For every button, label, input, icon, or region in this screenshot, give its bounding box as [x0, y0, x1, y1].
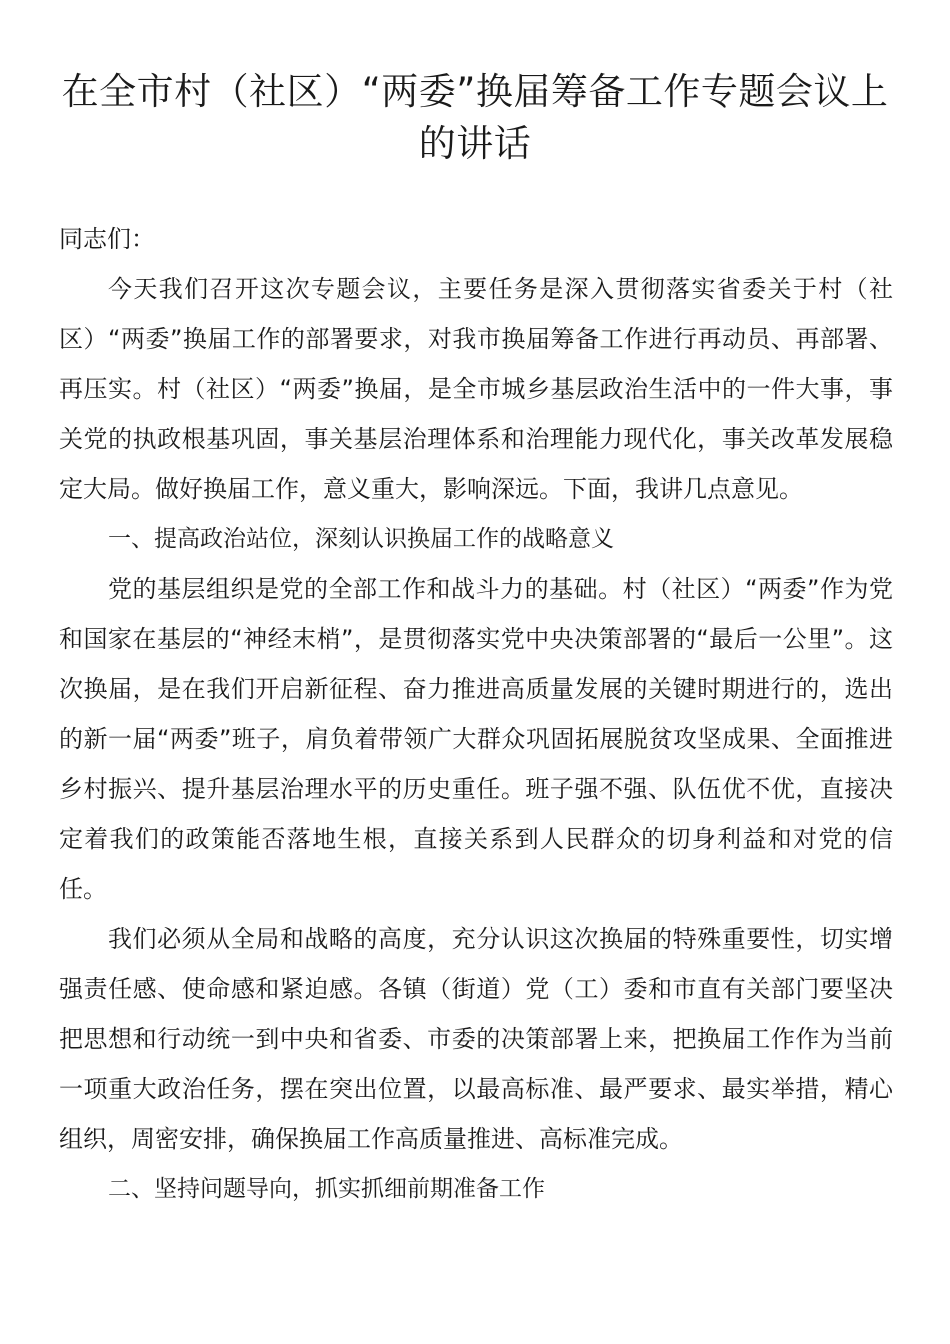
salutation: 同志们： — [59, 225, 155, 253]
paragraph-section-1-a: 党的基层组织是党的全部工作和战斗力的基础。村（社区）“两委”作为党和国家在基层的“神经末梢”，是贯彻落实党中央决策部署的“最后一公里”。这次换届，是在我们开启新征程、奋力推进高质量发展的关键时期进行的，选出的新一届“两委”班子，肩负着带领广大群众巩固拓展脱贫攻坚成果、全面推进乡村振兴、提升基层治理水平的历史重任。班子强不强、队伍优不优，直接决定着我们的政策能否落地生根，直接关系到人民群众的切身利益和对党的信任。 — [59, 575, 893, 903]
paragraph-intro: 今天我们召开这次专题会议，主要任务是深入贯彻落实省委关于村（社区）“两委”换届工作的部署要求，对我市换届筹备工作进行再动员、再部署、再压实。村（社区）“两委”换届，是全市城乡基层政治生活中的一件大事，事关党的执政根基巩固，事关基层治理体系和治理能力现代化，事关改革发展稳定大局。做好换届工作，意义重大，影响深远。下面，我讲几点意见。 — [59, 275, 893, 503]
section-heading-1: 一、提高政治站位，深刻认识换届工作的战略意义 — [108, 526, 614, 552]
document-title: 在全市村（社区）“两委”换届筹备工作专题会议上的讲话 — [61, 70, 889, 165]
paragraph-section-1-b: 我们必须从全局和战略的高度，充分认识这次换届的特殊重要性，切实增强责任感、使命感和紧迫感。各镇（街道）党（工）委和市直有关部门要坚决把思想和行动统一到中央和省委、市委的决策部署上来，把换届工作作为当前一项重大政治任务，摆在突出位置，以最高标准、最严要求、最实举措，精心组织，周密安排，确保换届工作高质量推进、高标准完成。 — [59, 925, 893, 1153]
section-heading-2: 二、坚持问题导向，抓实抓细前期准备工作 — [108, 1176, 545, 1202]
document-body — [59, 214, 893, 1214]
